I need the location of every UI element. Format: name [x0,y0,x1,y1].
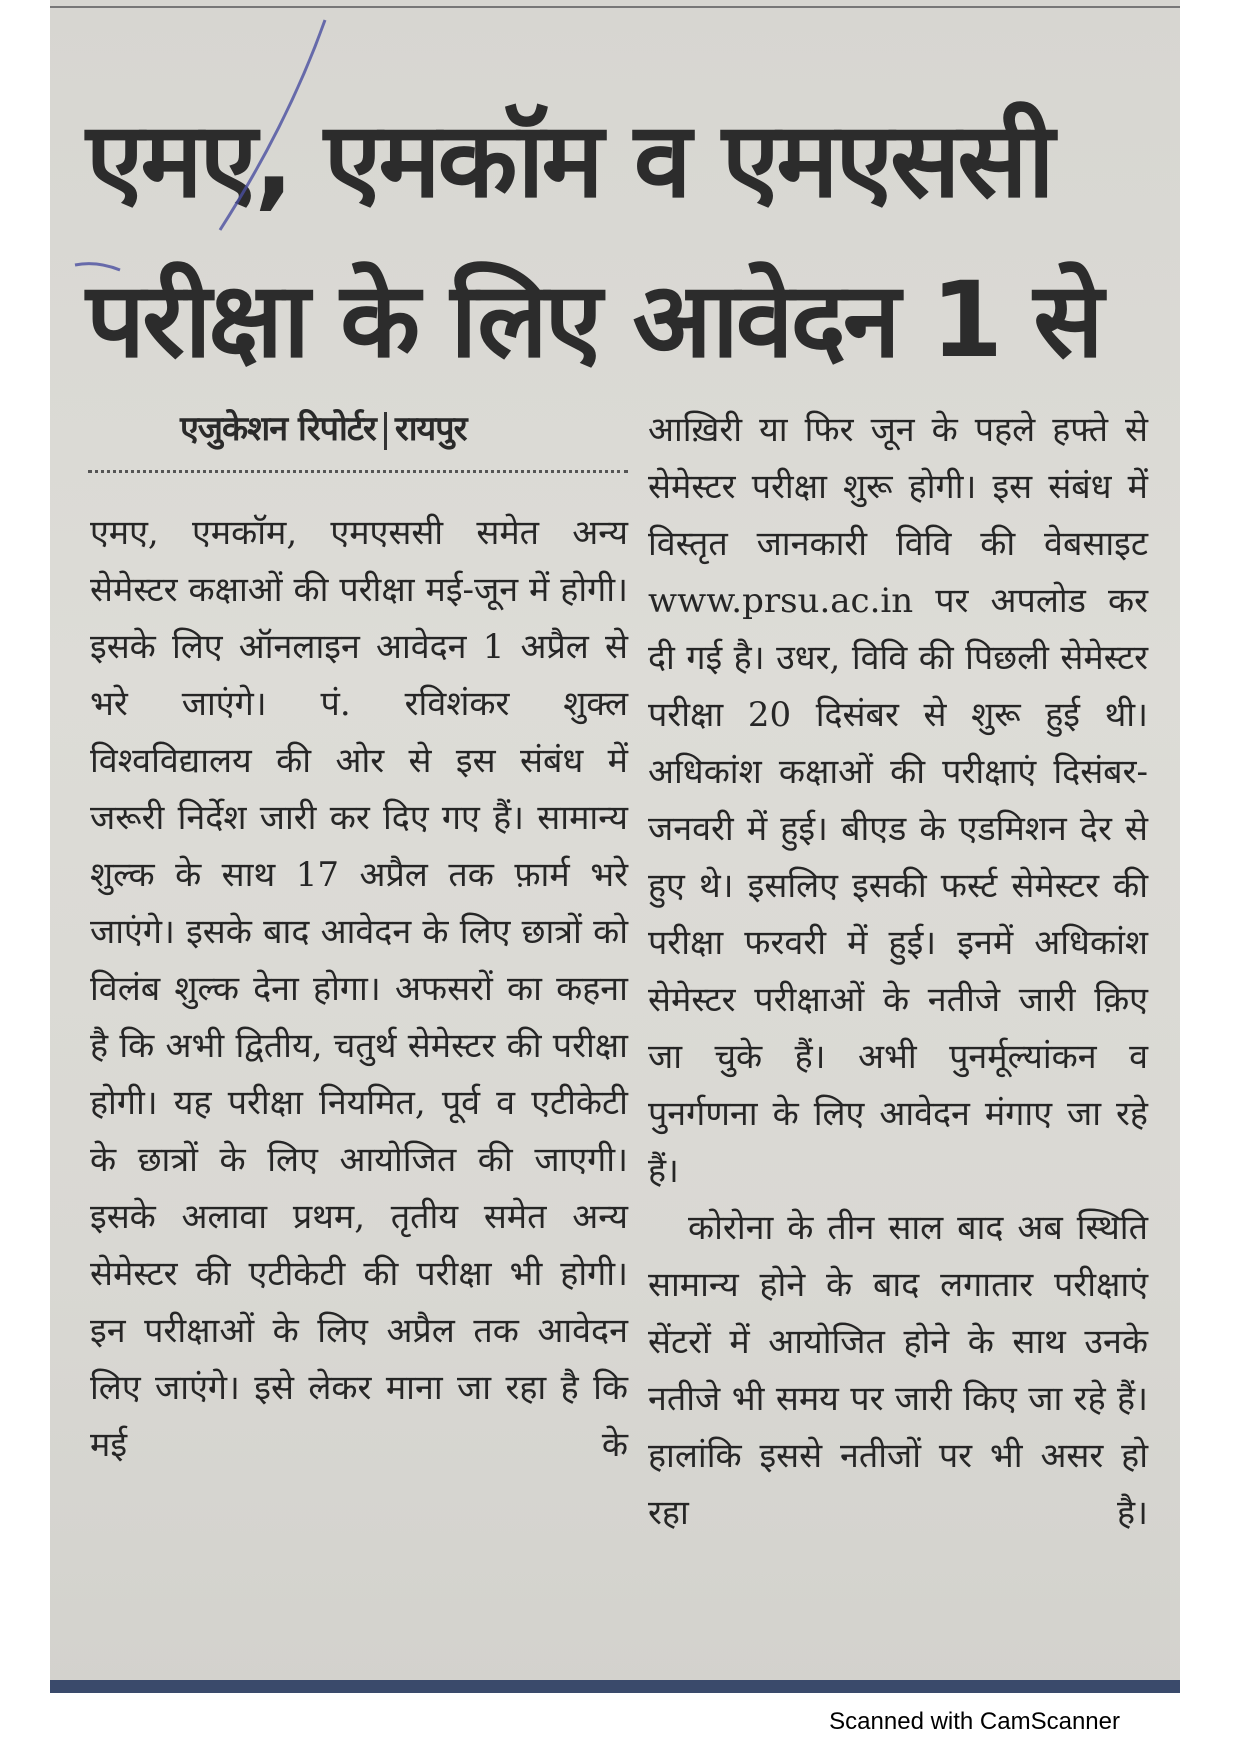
byline-reporter: एजुकेशन रिपोर्टर [180,409,376,449]
scanner-watermark: Scanned with CamScanner [829,1708,1120,1735]
dotted-divider [88,470,628,473]
left-column [90,505,628,1474]
headline-line-2: परीक्षा के लिए आवेदन 1 से [86,259,1101,381]
top-rule [50,6,1180,8]
headline-line-1: एमए, एमकॉम व एमएससी [86,99,1052,221]
right-column-paragraph-2: कोरोना के तीन साल बाद अब स्थिति सामान्य होने के बाद लगातार परीक्षाएं सेंटरों में आयोजित होने के साथ उनके नतीजे भी समय पर जारी किए जा रहे हैं। हालांकि इससे नतीजों पर भी असर हो रहा है। [648,1208,1148,1533]
headline [86,80,1146,400]
newspaper-clipping [50,0,1180,1693]
right-column [648,402,1148,1542]
byline [180,404,467,450]
bottom-edge-bar [50,1680,1180,1693]
left-column-text: एमए, एमकॉम, एमएससी समेत अन्य सेमेस्टर कक्षाओं की परीक्षा मई-जून में होगी। इसके लिए ऑनलाइन आवेदन 1 अप्रैल से भरे जाएंगे। पं. रविशंकर शुक्ल विश्वविद्यालय की ओर से इस संबंध में जरूरी निर्देश जारी कर दिए गए हैं। सामान्य शुल्क के साथ 17 अप्रैल तक फ़ार्म भरे जाएंगे। इसके बाद आवेदन के लिए छात्रों को विलंब शुल्क देना होगा। अफसरों का कहना है कि अभी द्वितीय, चतुर्थ सेमेस्टर की परीक्षा होगी। यह परीक्षा नियमित, पूर्व व एटीकेटी के छात्रों के लिए आयोजित की जाएगी। इसके अलावा प्रथम, तृतीय समेत अन्य सेमेस्टर की एटीकेटी की परीक्षा भी होगी। इन परीक्षाओं के लिए अप्रैल तक आवेदन लिए जाएंगे। इसे लेकर माना जा रहा है कि मई के [90,513,628,1465]
byline-separator [384,412,387,450]
byline-city: रायपुर [394,409,467,449]
right-column-paragraph-1: आख़िरी या फिर जून के पहले हफ्ते से सेमेस्टर परीक्षा शुरू होगी। इस संबंध में विस्तृत जानकारी विवि की वेबसाइट www.prsu.ac.in पर अपलोड कर दी गई है। उधर, विवि की पिछली सेमेस्टर परीक्षा 20 दिसंबर से शुरू हुई थी। अधिकांश कक्षाओं की परीक्षाएं दिसंबर-जनवरी में हुई। बीएड के एडमिशन देर से हुए थे। इसलिए इसकी फर्स्ट सेमेस्टर की परीक्षा फरवरी में हुई। इनमें अधिकांश सेमेस्टर परीक्षाओं के नतीजे जारी क़िए जा चुके हैं। अभी पुनर्मूल्यांकन व पुनर्गणना के लिए आवेदन मंगाए जा रहे हैं। [648,410,1148,1191]
